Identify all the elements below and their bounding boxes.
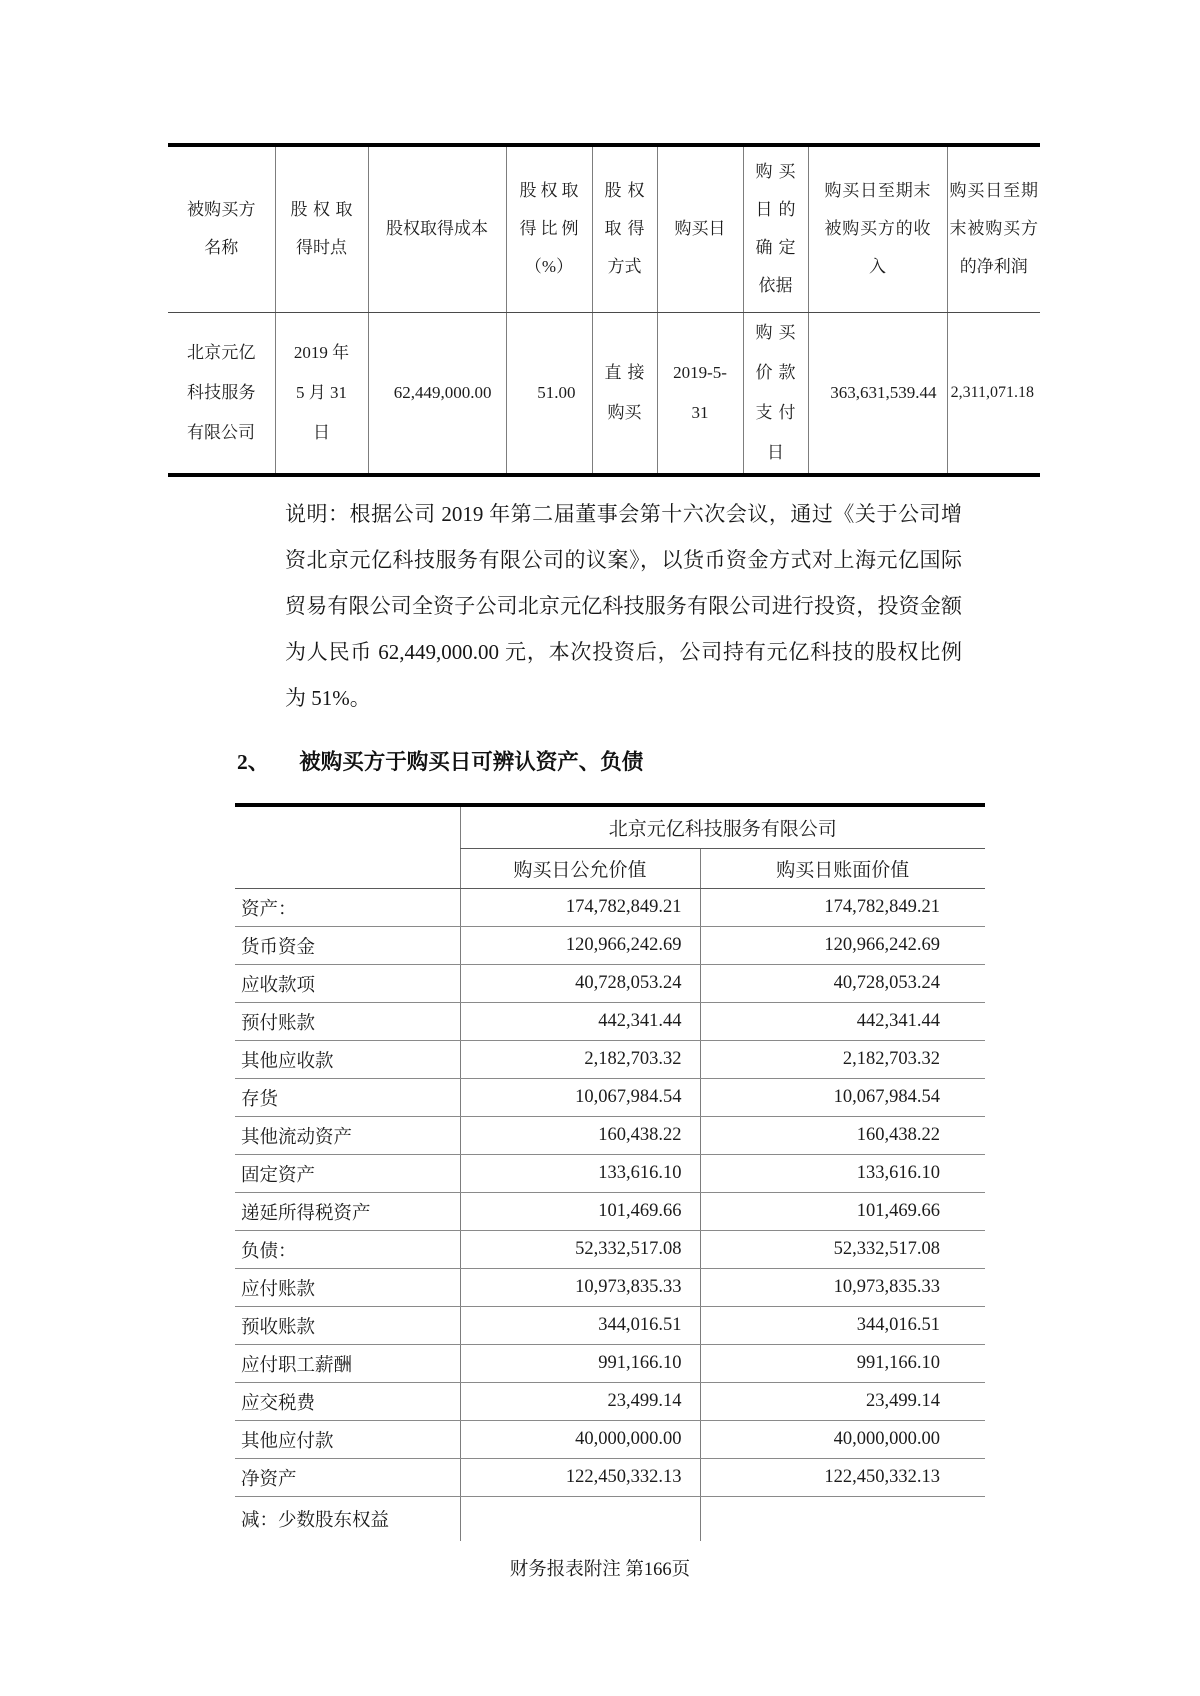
table-row	[235, 1421, 985, 1459]
fair-value: 122,450,332.13	[460, 1459, 700, 1497]
table-row	[235, 1003, 985, 1041]
book-value: 174,782,849.21	[700, 889, 985, 927]
fair-value	[460, 1497, 700, 1542]
fair-value: 442,341.44	[460, 1003, 700, 1041]
item-label: 负债：	[235, 1231, 460, 1269]
table-row	[235, 927, 985, 965]
acquire-ratio: 51.00	[506, 312, 592, 475]
item-label: 资产：	[235, 889, 460, 927]
book-value: 40,000,000.00	[700, 1421, 985, 1459]
col-header-book-value: 购买日账面价值	[700, 849, 985, 889]
acquisition-data-row	[168, 312, 1040, 475]
section-title: 被购买方于购买日可辨认资产、负债	[299, 749, 644, 774]
table-row	[235, 889, 985, 927]
table-row	[235, 1459, 985, 1497]
company-header: 北京元亿科技服务有限公司	[460, 805, 985, 849]
purchase-date-basis: 购买价款支付日	[743, 312, 808, 475]
fair-value: 120,966,242.69	[460, 927, 700, 965]
item-label: 其他应付款	[235, 1421, 460, 1459]
table-row	[235, 1269, 985, 1307]
table-row	[235, 1155, 985, 1193]
table-row	[235, 1345, 985, 1383]
book-value: 442,341.44	[700, 1003, 985, 1041]
table-row	[235, 1117, 985, 1155]
table-row	[235, 1231, 985, 1269]
book-value: 10,973,835.33	[700, 1269, 985, 1307]
acquisition-table	[168, 143, 1040, 477]
note-paragraph: 说明：根据公司 2019 年第二届董事会第十六次会议，通过《关于公司增资北京元亿科技服务有限公司的议案》，以货币资金方式对上海元亿国际贸易有限公司全资子公司北京元亿科技服务有限公司进行投资，投资金额为人民币 62,449,000.00 元，本次投资后，公司持有元亿科技的股权比例为 51%。	[285, 501, 962, 710]
page-footer: 财务报表附注 第166页	[509, 1560, 691, 1580]
col-header-acquire-cost: 股权取得成本	[368, 145, 506, 312]
item-label: 其他应收款	[235, 1041, 460, 1079]
item-label: 其他流动资产	[235, 1117, 460, 1155]
fair-value: 40,728,053.24	[460, 965, 700, 1003]
book-value: 133,616.10	[700, 1155, 985, 1193]
book-value: 40,728,053.24	[700, 965, 985, 1003]
fair-value: 10,973,835.33	[460, 1269, 700, 1307]
section-heading	[237, 747, 1200, 777]
table-row	[235, 1383, 985, 1421]
col-header-date-basis: 购买日的确定依据	[743, 145, 808, 312]
table-row	[235, 1193, 985, 1231]
col-header-acquire-ratio: 股权取得比例（%）	[506, 145, 592, 312]
col-header-fair-value: 购买日公允价值	[460, 849, 700, 889]
table-row	[235, 1079, 985, 1117]
book-value: 122,450,332.13	[700, 1459, 985, 1497]
book-value	[700, 1497, 985, 1542]
item-label: 应收款项	[235, 965, 460, 1003]
fair-value: 991,166.10	[460, 1345, 700, 1383]
item-label: 应付职工薪酬	[235, 1345, 460, 1383]
book-value: 991,166.10	[700, 1345, 985, 1383]
book-value: 52,332,517.08	[700, 1231, 985, 1269]
col-header-purchase-date: 购买日	[657, 145, 743, 312]
fair-value: 40,000,000.00	[460, 1421, 700, 1459]
table-row	[235, 1041, 985, 1079]
revenue-since-purchase: 363,631,539.44	[808, 312, 947, 475]
fair-value: 52,332,517.08	[460, 1231, 700, 1269]
item-label: 预付账款	[235, 1003, 460, 1041]
purchase-date: 2019-5-31	[657, 312, 743, 475]
item-label: 净资产	[235, 1459, 460, 1497]
item-label: 货币资金	[235, 927, 460, 965]
table-row	[235, 965, 985, 1003]
item-label: 递延所得税资产	[235, 1193, 460, 1231]
item-label: 存货	[235, 1079, 460, 1117]
book-value: 344,016.51	[700, 1307, 985, 1345]
fair-value: 344,016.51	[460, 1307, 700, 1345]
empty-corner-cell	[235, 805, 460, 849]
book-value: 2,182,703.32	[700, 1041, 985, 1079]
fair-value: 174,782,849.21	[460, 889, 700, 927]
item-label: 应付账款	[235, 1269, 460, 1307]
col-header-net-profit: 购买日至期末被购买方的净利润	[947, 145, 1040, 312]
book-value: 160,438.22	[700, 1117, 985, 1155]
acquire-cost: 62,449,000.00	[368, 312, 506, 475]
item-label: 应交税费	[235, 1383, 460, 1421]
fair-value: 160,438.22	[460, 1117, 700, 1155]
fair-value: 101,469.66	[460, 1193, 700, 1231]
book-value: 10,067,984.54	[700, 1079, 985, 1117]
item-label: 减：少数股东权益	[241, 1511, 390, 1531]
value-headers-row	[235, 849, 985, 889]
item-label: 预收账款	[235, 1307, 460, 1345]
fair-value: 23,499.14	[460, 1383, 700, 1421]
net-profit-since-purchase: 2,311,071.18	[947, 312, 1040, 475]
acquire-method: 直接购买	[592, 312, 657, 475]
fair-value: 133,616.10	[460, 1155, 700, 1193]
acquisition-header-row	[168, 145, 1040, 312]
item-label: 固定资产	[235, 1155, 460, 1193]
company-header-row	[235, 805, 985, 849]
acquiree-name: 北京元亿科技服务有限公司	[187, 342, 256, 442]
col-header-acquire-method: 股权取得方式	[592, 145, 657, 312]
col-header-acquiree-name: 被购买方名称	[168, 145, 275, 312]
table-row	[235, 1307, 985, 1345]
book-value: 23,499.14	[700, 1383, 985, 1421]
book-value: 101,469.66	[700, 1193, 985, 1231]
fair-value: 10,067,984.54	[460, 1079, 700, 1117]
col-header-revenue: 购买日至期末被购买方的收入	[808, 145, 947, 312]
acquire-time: 2019 年 5 月 31 日	[275, 312, 368, 475]
table-row	[235, 1497, 985, 1542]
fair-value: 2,182,703.32	[460, 1041, 700, 1079]
section-number: 2、	[237, 749, 270, 774]
col-header-acquire-time: 股权取得时点	[275, 145, 368, 312]
book-value: 120,966,242.69	[700, 927, 985, 965]
empty-label-header	[235, 849, 460, 889]
identifiable-assets-table	[235, 803, 985, 1542]
